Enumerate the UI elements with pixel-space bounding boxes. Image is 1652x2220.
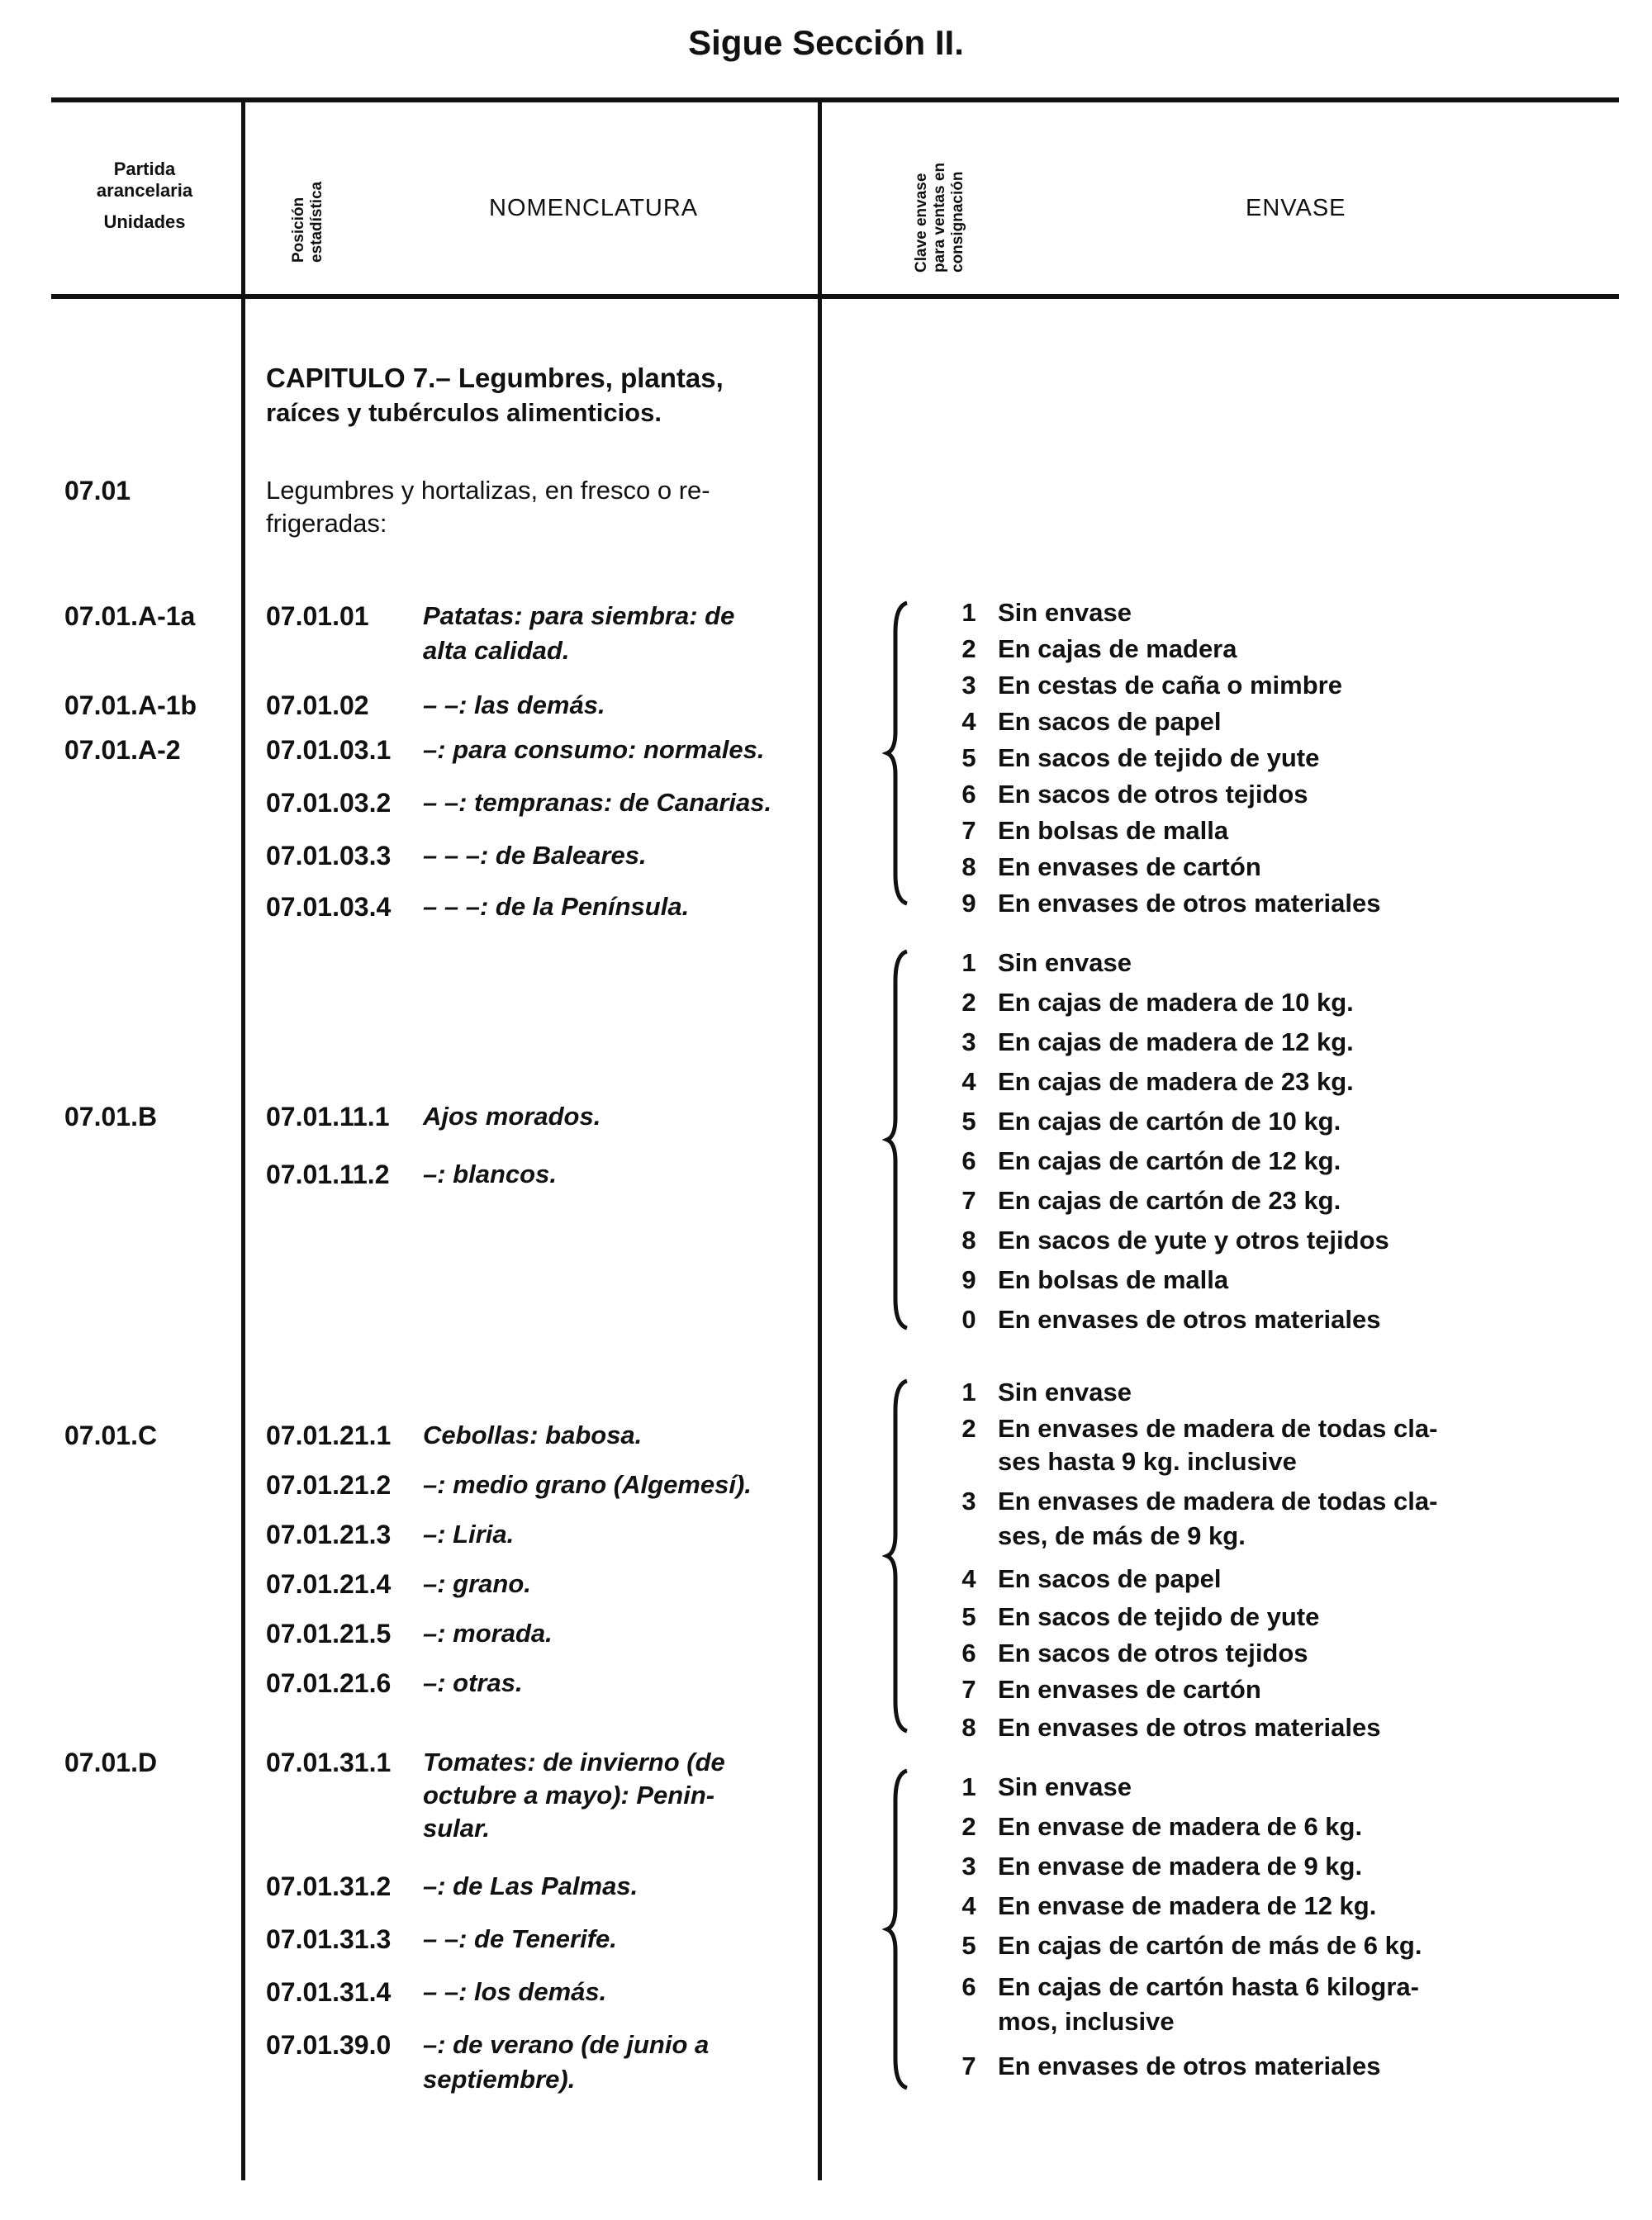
envase-key: 4: [961, 707, 976, 736]
envase-text: En envase de madera de 12 kg.: [998, 1891, 1377, 1920]
posicion-row: 07.01.21.2: [266, 1470, 392, 1500]
posicion-row: 07.01.21.1: [266, 1421, 392, 1450]
envase-key: 8: [961, 1713, 976, 1742]
envase-text: En bolsas de malla: [998, 816, 1229, 845]
envase-text: En cajas de cartón de 23 kg.: [998, 1186, 1341, 1215]
posicion-row: 07.01.01: [266, 601, 369, 631]
nomenclatura-text: –: otras.: [423, 1668, 523, 1697]
envase-key: 7: [961, 1186, 976, 1215]
envase-text: En bolsas de malla: [998, 1265, 1229, 1294]
partida-07-01-c: 07.01.C: [64, 1421, 158, 1450]
envase-key: 2: [961, 634, 976, 663]
nomenclatura-text: – –: los demás.: [423, 1977, 607, 2006]
envase-key: 7: [961, 2052, 976, 2080]
envase-key: 3: [961, 1027, 976, 1056]
nomenclatura-text: sular.: [423, 1814, 490, 1843]
partida-07-01-a-1a: 07.01.A-1a: [64, 601, 196, 631]
header-ventas-label: para ventas en: [931, 162, 948, 273]
envase-key: 4: [961, 1067, 976, 1096]
nomenclatura-text: – – –: de Baleares.: [423, 841, 647, 870]
envase-text: ses hasta 9 kg. inclusive: [998, 1447, 1297, 1476]
column-divider-1: [241, 97, 245, 2180]
page-title: Sigue Sección II.: [688, 23, 964, 62]
envase-text: En envases de madera de todas cla-: [998, 1487, 1438, 1516]
brace-group-a: [882, 600, 915, 907]
nomenclatura-text: –: medio grano (Algemesí).: [423, 1470, 752, 1499]
nomenclatura-text: – – –: de la Península.: [423, 892, 690, 921]
partida-07-01-a-1b: 07.01.A-1b: [64, 690, 197, 720]
brace-group-c: [882, 1378, 915, 1734]
envase-key: 6: [961, 1972, 976, 2001]
posicion-row: 07.01.31.2: [266, 1871, 392, 1901]
posicion-row: 07.01.21.6: [266, 1668, 392, 1698]
envase-key: 6: [961, 1639, 976, 1667]
envase-key: 5: [961, 1931, 976, 1960]
nomenclatura-text: – –: de Tenerife.: [423, 1924, 617, 1953]
envase-text: En sacos de otros tejidos: [998, 780, 1308, 809]
envase-text: En sacos de otros tejidos: [998, 1639, 1308, 1667]
envase-text: En envases de cartón: [998, 852, 1261, 881]
posicion-row: 07.01.11.2: [266, 1160, 390, 1189]
envase-key: 1: [961, 598, 976, 627]
envase-text: En cajas de cartón de 12 kg.: [998, 1146, 1341, 1175]
envase-text: En cajas de cartón hasta 6 kilogra-: [998, 1972, 1419, 2001]
nomenclatura-text: Cebollas: babosa.: [423, 1421, 643, 1449]
header-partida-arancelaria: [58, 159, 231, 233]
envase-key: 4: [961, 1891, 976, 1920]
posicion-row: 07.01.39.0: [266, 2030, 392, 2060]
nomenclatura-text: –: grano.: [423, 1569, 531, 1598]
header-arancelaria-label: arancelaria: [96, 180, 193, 201]
envase-key: 9: [961, 889, 976, 918]
envase-text: En sacos de papel: [998, 707, 1222, 736]
nomenclatura-text: –: blancos.: [423, 1160, 557, 1188]
partida-07-01: 07.01: [64, 476, 131, 505]
heading-0701-line-2: frigeradas:: [266, 509, 387, 538]
envase-key: 5: [961, 1107, 976, 1136]
nomenclatura-text: Tomates: de invierno (de: [423, 1748, 725, 1776]
column-divider-2: [818, 97, 822, 2180]
nomenclatura-text: –: para consumo: normales.: [423, 735, 765, 764]
envase-key: 3: [961, 1852, 976, 1881]
partida-07-01-b: 07.01.B: [64, 1102, 158, 1131]
envase-text: Sin envase: [998, 1378, 1132, 1406]
header-posicion-label: Posición: [290, 197, 307, 263]
envase-text: En cajas de madera de 12 kg.: [998, 1027, 1354, 1056]
nomenclatura-text: septiembre).: [423, 2065, 576, 2094]
envase-text: En sacos de papel: [998, 1564, 1222, 1593]
envase-key: 3: [961, 671, 976, 700]
envase-text: mos, inclusive: [998, 2007, 1175, 2036]
envase-text: En sacos de tejido de yute: [998, 743, 1320, 772]
posicion-row: 07.01.03.1: [266, 735, 392, 765]
header-unidades-label: Unidades: [103, 211, 186, 232]
envase-key: 0: [961, 1305, 976, 1334]
envase-text: En envases de otros materiales: [998, 889, 1381, 918]
envase-key: 6: [961, 1146, 976, 1175]
envase-text: En sacos de yute y otros tejidos: [998, 1226, 1389, 1255]
brace-group-d: [882, 1767, 915, 2091]
envase-text: En cajas de cartón de 10 kg.: [998, 1107, 1341, 1136]
nomenclatura-text: –: de verano (de junio a: [423, 2030, 710, 2059]
envase-key: 5: [961, 1602, 976, 1631]
posicion-row: 07.01.03.3: [266, 841, 392, 870]
header-partida-label: Partida: [113, 159, 176, 179]
posicion-row: 07.01.11.1: [266, 1102, 390, 1131]
header-nomenclatura: NOMENCLATURA: [489, 195, 699, 221]
posicion-row: 07.01.21.3: [266, 1520, 392, 1549]
envase-key: 4: [961, 1564, 976, 1593]
nomenclatura-text: octubre a mayo): Penin-: [423, 1781, 715, 1810]
posicion-row: 07.01.21.5: [266, 1619, 392, 1648]
nomenclatura-text: Ajos morados.: [423, 1102, 601, 1131]
posicion-row: 07.01.21.4: [266, 1569, 392, 1599]
envase-text: En envases de otros materiales: [998, 2052, 1381, 2080]
nomenclatura-text: Patatas: para siembra: de: [423, 601, 735, 630]
envase-text: En envases de madera de todas cla-: [998, 1414, 1438, 1443]
header-top-rule: [51, 97, 1619, 102]
envase-text: ses, de más de 9 kg.: [998, 1521, 1246, 1550]
heading-0701-line-1: Legumbres y hortalizas, en fresco o re-: [266, 476, 710, 505]
posicion-row: 07.01.02: [266, 690, 369, 720]
nomenclatura-text: –: Liria.: [423, 1520, 515, 1549]
envase-text: En envase de madera de 6 kg.: [998, 1812, 1363, 1841]
partida-07-01-a-2: 07.01.A-2: [64, 735, 181, 765]
envase-key: 8: [961, 852, 976, 881]
envase-text: En cajas de cartón de más de 6 kg.: [998, 1931, 1422, 1960]
envase-text: Sin envase: [998, 1772, 1132, 1801]
header-estadistica-label: estadística: [308, 181, 325, 263]
envase-text: En cajas de madera de 10 kg.: [998, 988, 1354, 1017]
envase-text: En sacos de tejido de yute: [998, 1602, 1320, 1631]
partida-07-01-d: 07.01.D: [64, 1748, 158, 1777]
envase-key: 1: [961, 1772, 976, 1801]
posicion-row: 07.01.31.1: [266, 1748, 392, 1777]
nomenclatura-text: – –: tempranas: de Canarias.: [423, 788, 772, 817]
envase-text: En envases de otros materiales: [998, 1305, 1381, 1334]
envase-key: 7: [961, 1675, 976, 1704]
envase-text: Sin envase: [998, 598, 1132, 627]
envase-text: Sin envase: [998, 948, 1132, 977]
header-envase: ENVASE: [1246, 195, 1346, 221]
nomenclatura-text: –: morada.: [423, 1619, 553, 1648]
envase-text: En envases de otros materiales: [998, 1713, 1381, 1742]
header-bottom-rule: [51, 294, 1619, 299]
envase-text: En envase de madera de 9 kg.: [998, 1852, 1363, 1881]
envase-key: 2: [961, 1812, 976, 1841]
envase-text: En envases de cartón: [998, 1675, 1261, 1704]
envase-text: En cajas de madera de 23 kg.: [998, 1067, 1354, 1096]
header-clave-envase-label: Clave envase: [913, 173, 930, 273]
envase-key: 3: [961, 1487, 976, 1516]
envase-text: En cestas de caña o mimbre: [998, 671, 1342, 700]
envase-key: 2: [961, 1414, 976, 1443]
chapter-title-line-2: raíces y tubérculos alimenticios.: [266, 398, 662, 427]
posicion-row: 07.01.03.2: [266, 788, 392, 818]
posicion-row: 07.01.03.4: [266, 892, 392, 922]
posicion-row: 07.01.31.4: [266, 1977, 392, 2007]
nomenclatura-text: –: de Las Palmas.: [423, 1871, 638, 1900]
envase-key: 6: [961, 780, 976, 809]
brace-group-b: [882, 948, 915, 1331]
envase-key: 2: [961, 988, 976, 1017]
header-consignacion-label: consignación: [949, 171, 966, 273]
envase-text: En cajas de madera: [998, 634, 1237, 663]
nomenclatura-text: – –: las demás.: [423, 690, 605, 719]
envase-key: 1: [961, 948, 976, 977]
nomenclatura-text: alta calidad.: [423, 636, 570, 665]
envase-key: 5: [961, 743, 976, 772]
chapter-title-line-1: CAPITULO 7.– Legumbres, plantas,: [266, 363, 724, 393]
posicion-row: 07.01.31.3: [266, 1924, 392, 1954]
envase-key: 1: [961, 1378, 976, 1406]
envase-key: 9: [961, 1265, 976, 1294]
envase-key: 8: [961, 1226, 976, 1255]
envase-key: 7: [961, 816, 976, 845]
